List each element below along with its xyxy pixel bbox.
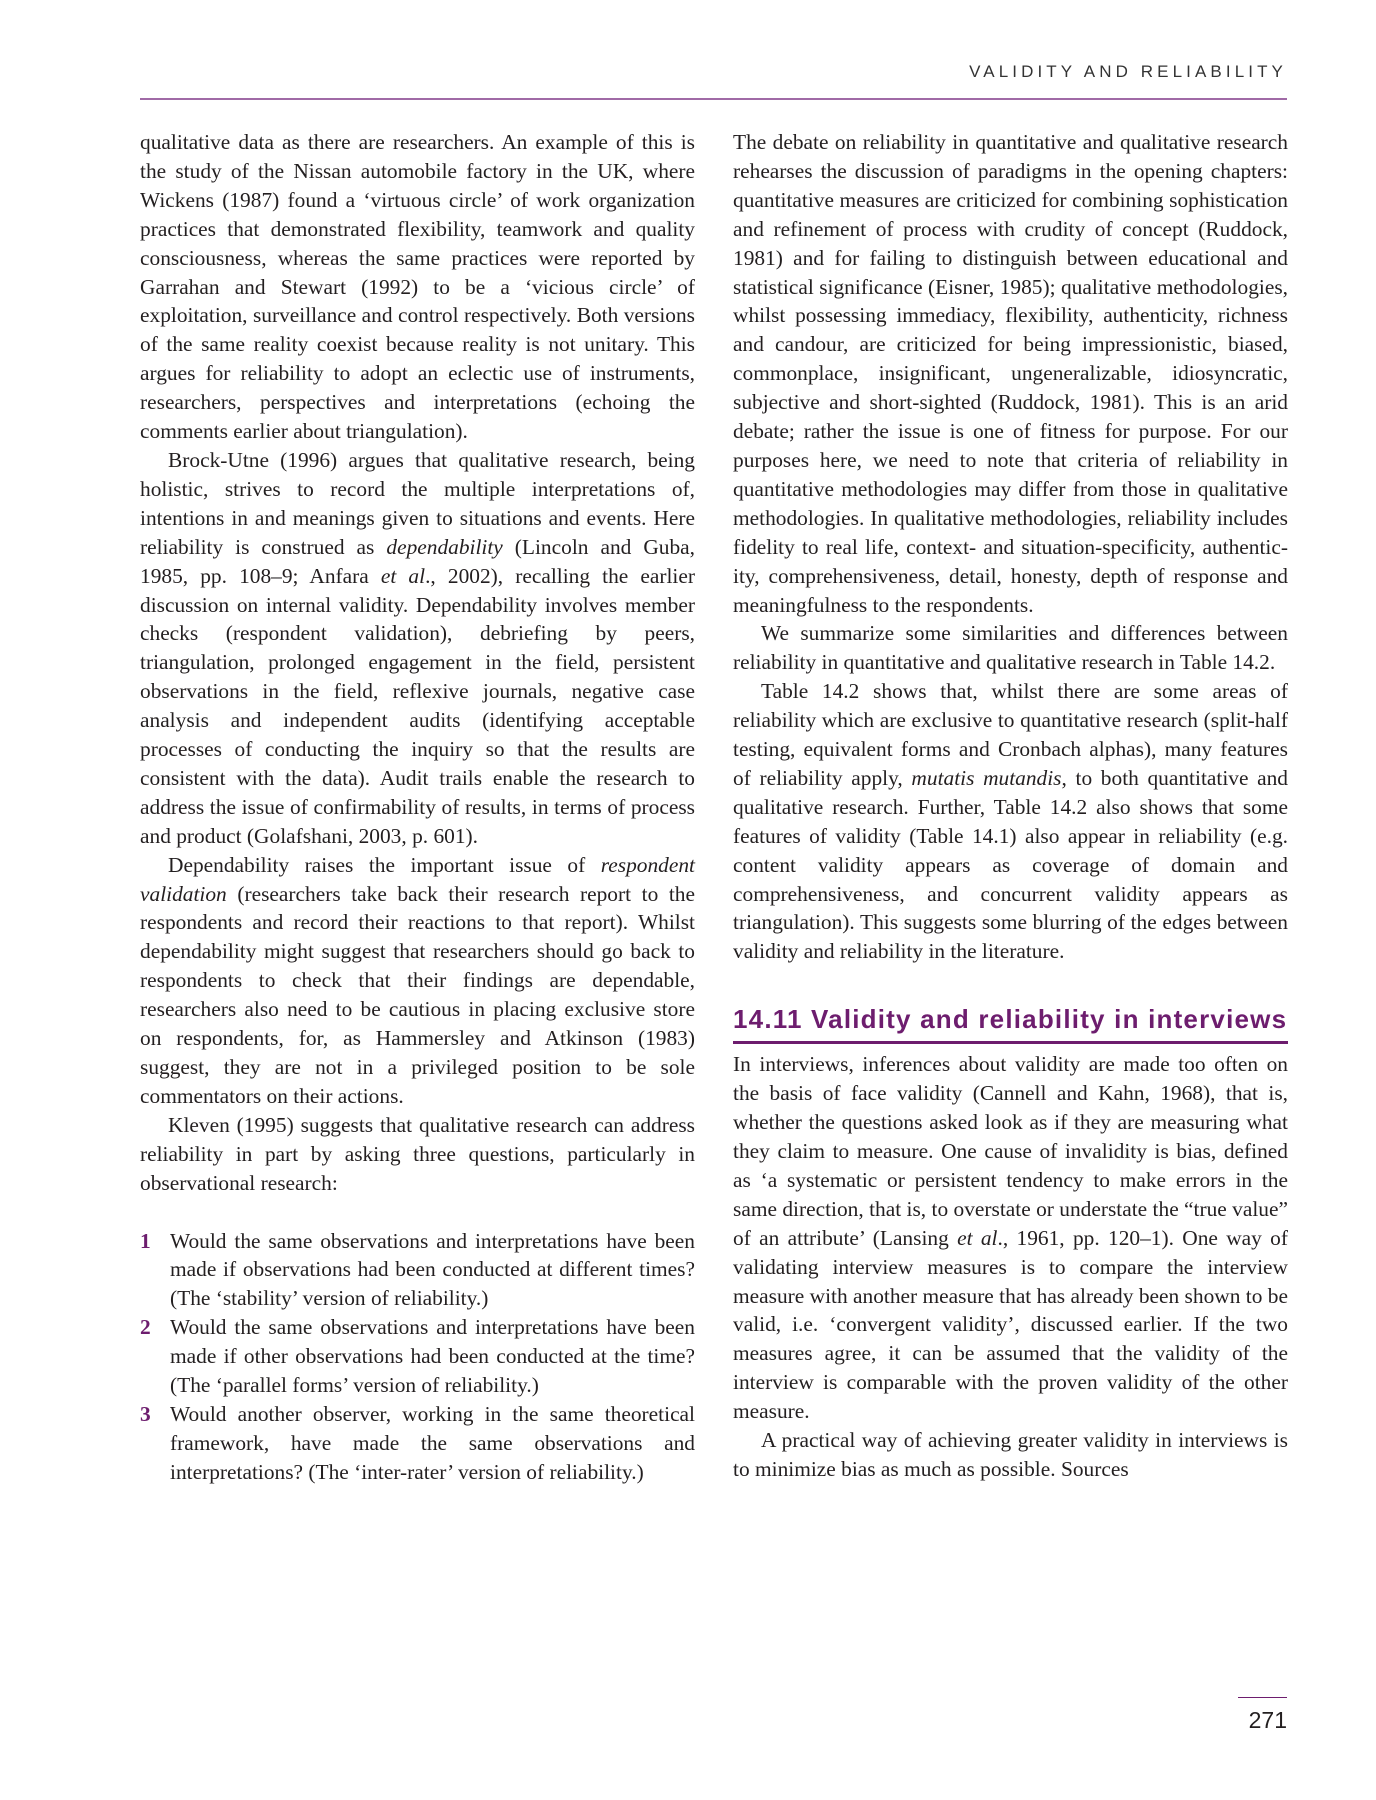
section-heading: 14.11 Validity and reliability in interviews: [733, 1006, 1288, 1044]
paragraph: qualitative data as there are researchers. An example of this is the study of the Nissan automobile factory in the UK, where Wickens (1987) found a ‘virtuous circle’ of work organization practices that demonstrated flexibility, teamwork and quality consciousness, whereas the same practices were reported by Garrahan and Stewart (1992) to be a ‘vicious circle’ of exploitation, surveillance and control respectively. Both versions of the same reality coexist because reality is not unitary. This argues for reliability to adopt an eclectic use of instruments, researchers, perspectives and interpretations (echoing the comments earlier about triangulation).: [140, 130, 695, 444]
paragraph: Dependability raises the important issue of respondent validation (researchers take back their research report to the respondents and record their reactions to that report). Whilst dependability might suggest that researchers should go back to respondents to check that their findings are dependable, researchers also need to be cautious in placing exclusive store on respondents, for, as Hammersley and Atkinson (1983) suggest, they are not in a privileged position to be sole commentators on their actions.: [140, 852, 695, 1108]
paragraph: In interviews, inferences about validity are made too often on the basis of face validity (Cannell and Kahn, 1968), that is, whether the questions asked look as if they are measuring what they claim to measure. One cause of invalidity is bias, defined as ‘a systematic or persistent tendency to make errors in the same direction, that is, to overstate or understate the “true value” of an attribute’ (Lansing et al., 1961, pp. 120–1). One way of validating interview measures is to compare the interview measure with another measure that has already been shown to be valid, i.e. ‘convergent validity’, discussed earlier. If the two measures agree, it can be assumed that the validity of the interview is comparable with the proven validity of the other measure.: [733, 1052, 1288, 1424]
page-number: 271: [1248, 1707, 1287, 1733]
page-number-rule: [1238, 1697, 1287, 1698]
right-column: [733, 128, 1288, 1484]
list-item: 2 Would the same observations and interpretations have been made if other observations had been conducted at the time? (The ‘parallel forms’ version of reliability.): [140, 1315, 695, 1398]
header-rule: [140, 98, 1287, 100]
paragraph: A practical way of achieving greater validity in interviews is to minimize bias as much as possible. Sources: [733, 1428, 1288, 1481]
list-number: 2: [140, 1315, 151, 1340]
paragraph: Kleven (1995) suggests that qualitative research can address reliability in part by asking three questions, particularly in observational research:: [140, 1112, 695, 1195]
numbered-list: [140, 1227, 695, 1487]
left-column: [140, 128, 695, 1487]
running-head: VALIDITY AND RELIABILITY: [969, 62, 1287, 81]
list-item: 1 Would the same observations and interpretations have been made if observations had been conducted at different times? (The ‘stability’ version of reliability.): [140, 1228, 695, 1311]
paragraph: Table 14.2 shows that, whilst there are some areas of reliability which are exclusive to quantitative research (split-half testing, equivalent forms and Cronbach alphas), many features of reliability apply, mutatis mutandis, to both quantitative and qualitative research. Further, Table 14.2 also shows that some features of validity (Table 14.1) also appear in reliability (e.g. content validity appears as coverage of domain and comprehensiveness, and concurrent validity appears as triangulation). This suggests some blurring of the edges between validity and reliability in the literature.: [733, 679, 1288, 964]
list-item: 3 Would another observer, working in the same theoretical framework, have made the same observations and interpretations? (The ‘inter-rater’ version of reliability.): [140, 1401, 695, 1484]
list-number: 3: [140, 1401, 151, 1426]
paragraph: Brock-Utne (1996) argues that qualitative research, being holistic, strives to record the multiple interpretations of, intentions in and meanings given to situations and events. Here reliability is construed as dependability (Lincoln and Guba, 1985, pp. 108–9; Anfara et al., 2002), recalling the earlier discussion on internal validity. Dependability involves member checks (respondent validation), debriefing by peers, triangulation, prolonged engagement in the field, persistent observations in the field, reflexive journals, negative case analysis and independent audits (identifying acceptable processes of conducting the inquiry so that the results are consistent with the data). Audit trails enable the research to address the issue of confirmability of results, in terms of process and product (Golafshani, 2003, p. 601).: [140, 447, 695, 848]
list-number: 1: [140, 1228, 151, 1253]
paragraph: The debate on reliability in quantitative and qualitative research rehearses the discussion of paradigms in the opening chapters: quantitative measures are criticized for combining sophistication and refinement of process with crudity of concept (Ruddock, 1981) and for failing to distinguish between educational and statistical significance (Eisner, 1985); qualitative methodologies, whilst possessing immediacy, flexibility, authenticity, richness and candour, are criticized for being impressionistic, biased, commonplace, insignificant, ungeneralizable, idiosyncratic, subjective and short-sighted (Ruddock, 1981). This is an arid debate; rather the issue is one of fitness for purpose. For our purposes here, we need to note that criteria of reliability in quantitative methodologies may differ from those in qualitative methodologies. In qualitative methodologies, reliability includes fidelity to real life, context- and situation-specificity, authenticity, comprehensiveness, detail, honesty, depth of response and meaningfulness to the respondents.: [733, 130, 1288, 617]
paragraph: We summarize some similarities and differences between reliability in quantitative and qualitative research in Table 14.2.: [733, 621, 1288, 675]
